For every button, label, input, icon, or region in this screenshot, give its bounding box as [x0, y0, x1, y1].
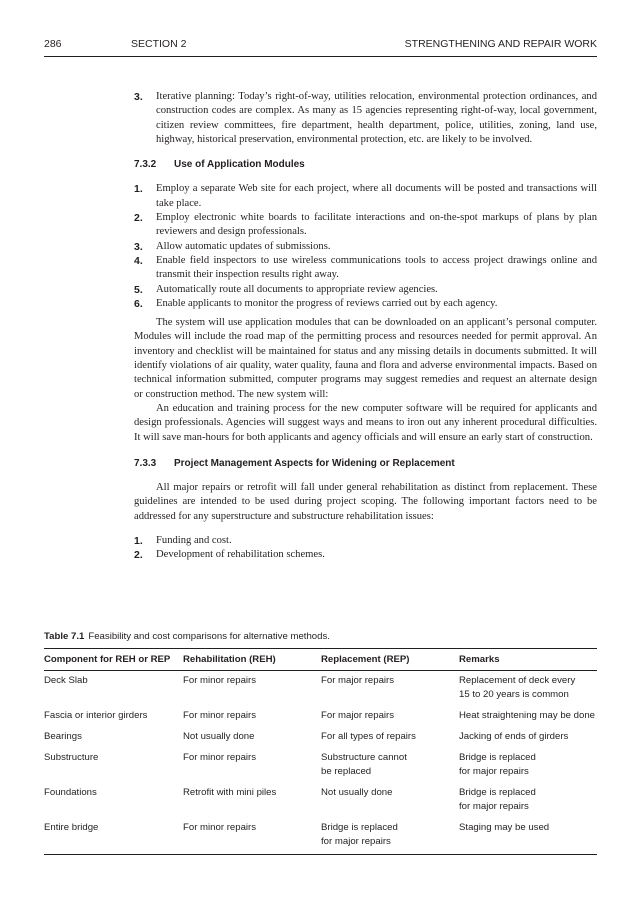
table-cell	[459, 783, 597, 818]
list-text: Enable applicants to monitor the progress of reviews carried out by each agency.	[156, 297, 498, 309]
cell-line: for major repairs	[459, 801, 529, 812]
list-number: 2.	[134, 549, 143, 562]
table-cell: Fascia or interior girders	[44, 710, 148, 721]
table-cell	[321, 748, 459, 783]
body-text	[134, 90, 597, 563]
table-row	[44, 783, 597, 818]
table-cell: For minor repairs	[183, 818, 321, 855]
table-header-row	[44, 649, 597, 671]
column-header: Component for REH or REP	[44, 649, 183, 671]
list-text: Employ electronic white boards to facilitate interactions and on-the-spot markups of plans by plan reviewers and design professionals.	[156, 212, 597, 238]
list-number: 3.	[134, 91, 143, 103]
cell-line: for major repairs	[459, 766, 529, 777]
rehabilitation-factors-list	[134, 534, 597, 563]
cell-line: Replacement of deck every	[459, 675, 576, 686]
paragraph-system-modules: The system will use application modules that can be downloaded on an applicant’s personal computer. Modules will include the road map of the permitting process and resources needed for permit approval. An inventory and checklist will be maintained for status and any missing details in documents submitted. It will identify violations of air quality, water quality, fauna and flora and adverse environmental impacts. Based on technical information submitted, computer programs may suggest remedies and request an alternate design or construction method. The new system will:	[134, 317, 597, 400]
list-item	[134, 182, 597, 211]
table-cell: Substructure	[44, 752, 99, 763]
table-cell: For minor repairs	[183, 675, 257, 686]
paragraph-major-repairs: All major repairs or retrofit will fall under general rehabilitation as distinct from replacement. These guidelines are intended to be used during project scoping. The following important factors need to be addressed for any superstructure and substructure rehabilitation issues:	[134, 482, 597, 522]
list-number: 3.	[134, 240, 143, 253]
table-row	[44, 671, 597, 707]
table-row	[44, 748, 597, 783]
list-text: Automatically route all documents to appropriate review agencies.	[156, 283, 438, 295]
running-title: STRENGTHENING AND REPAIR WORK	[404, 38, 597, 50]
cell-line: Heat straightening may be done	[459, 710, 595, 721]
list-item	[134, 297, 597, 311]
table-cell	[459, 671, 597, 707]
list-number: 1.	[134, 535, 143, 548]
table-cell	[459, 748, 597, 783]
table-cell: For minor repairs	[183, 752, 257, 763]
table-cell	[321, 727, 459, 748]
list-text: Employ a separate Web site for each project, where all documents will be posted and transactions will take place.	[156, 183, 597, 209]
section-number: 7.3.2	[134, 159, 157, 171]
table-cell	[321, 706, 459, 727]
list-number: 4.	[134, 254, 143, 267]
list-item	[134, 254, 597, 283]
list-number: 2.	[134, 212, 143, 225]
table-cell	[459, 727, 597, 748]
section-title: Project Management Aspects for Widening or Replacement	[174, 457, 455, 469]
table-label: Table 7.1	[44, 631, 85, 642]
list-text: Iterative planning: Today’s right-of-way, utilities relocation, environmental protection ordinances, and construction codes are complex. As many as 15 agencies representing right-of-way, local government, citizen review committees, fire department, health department, police, utilities, zoning, land use, highway, historical preservation, environmental protection, etc. are likely to be involved.	[156, 91, 597, 145]
cell-line: Staging may be used	[459, 822, 550, 833]
section-heading-7-3-2	[134, 158, 597, 172]
table-caption	[44, 631, 330, 642]
list-item	[134, 90, 597, 147]
table-cell	[459, 706, 597, 727]
table-cell	[321, 671, 459, 707]
list-text: Allow automatic updates of submissions.	[156, 240, 331, 252]
cell-line: Bridge is replaced	[459, 752, 536, 763]
list-item	[134, 283, 597, 297]
column-header: Replacement (REP)	[321, 649, 459, 671]
table-cell: Foundations	[44, 787, 97, 798]
running-header	[44, 38, 597, 54]
table-cell	[459, 818, 597, 855]
cell-line: Not usually done	[321, 787, 393, 798]
table-cell: For minor repairs	[183, 710, 257, 721]
table-cell: Deck Slab	[44, 675, 88, 686]
list-item	[134, 240, 597, 254]
table-cell: Not usually done	[183, 731, 255, 742]
section-heading-7-3-3	[134, 457, 597, 471]
list-text: Enable field inspectors to use wireless communications tools to access project drawings online and transmit their inspection results right away.	[156, 254, 597, 281]
header-rule	[44, 56, 597, 57]
application-modules-list	[134, 182, 597, 311]
cell-line: Substructure cannot	[321, 752, 407, 763]
list-item	[134, 211, 597, 240]
comparison-table	[44, 648, 597, 855]
cell-line: Bridge is replaced	[459, 787, 536, 798]
list-item	[134, 548, 597, 562]
cell-line: For all types of repairs	[321, 731, 416, 742]
list-text: Development of rehabilitation schemes.	[156, 549, 325, 561]
table-cell	[321, 818, 459, 855]
table-row	[44, 706, 597, 727]
list-text: Funding and cost.	[156, 535, 232, 547]
list-number: 6.	[134, 297, 143, 310]
cell-line: Bridge is replaced	[321, 822, 398, 833]
column-header: Remarks	[459, 649, 597, 671]
table-row	[44, 818, 597, 855]
list-number: 1.	[134, 183, 143, 196]
list-item	[134, 534, 597, 548]
table-row	[44, 727, 597, 748]
cell-line: 15 to 20 years is common	[459, 689, 569, 700]
section-label: SECTION 2	[131, 38, 187, 50]
cell-line: be replaced	[321, 766, 372, 777]
section-title: Use of Application Modules	[174, 159, 305, 171]
list-number: 5.	[134, 283, 143, 296]
table-cell: Retrofit with mini piles	[183, 787, 277, 798]
section-number: 7.3.3	[134, 457, 157, 469]
table-cell	[321, 783, 459, 818]
table-cell: Bearings	[44, 731, 82, 742]
intro-list	[134, 90, 597, 147]
cell-line: Jacking of ends of girders	[459, 731, 569, 742]
cell-line: For major repairs	[321, 710, 395, 721]
cell-line: For major repairs	[321, 675, 395, 686]
paragraph-education-training: An education and training process for the new computer software will be required for applicants and design professionals. Agencies will suggest ways and means to iron out any inherent procedural difficulties. It will save man-hours for both applicants and agency officials and will ensure an early start of construction.	[134, 402, 597, 443]
table-cell: Entire bridge	[44, 818, 183, 855]
table-caption-text: Feasibility and cost comparisons for alternative methods.	[88, 631, 330, 642]
page-number: 286	[44, 38, 62, 50]
column-header: Rehabilitation (REH)	[183, 649, 321, 671]
cell-line: for major repairs	[321, 836, 391, 847]
